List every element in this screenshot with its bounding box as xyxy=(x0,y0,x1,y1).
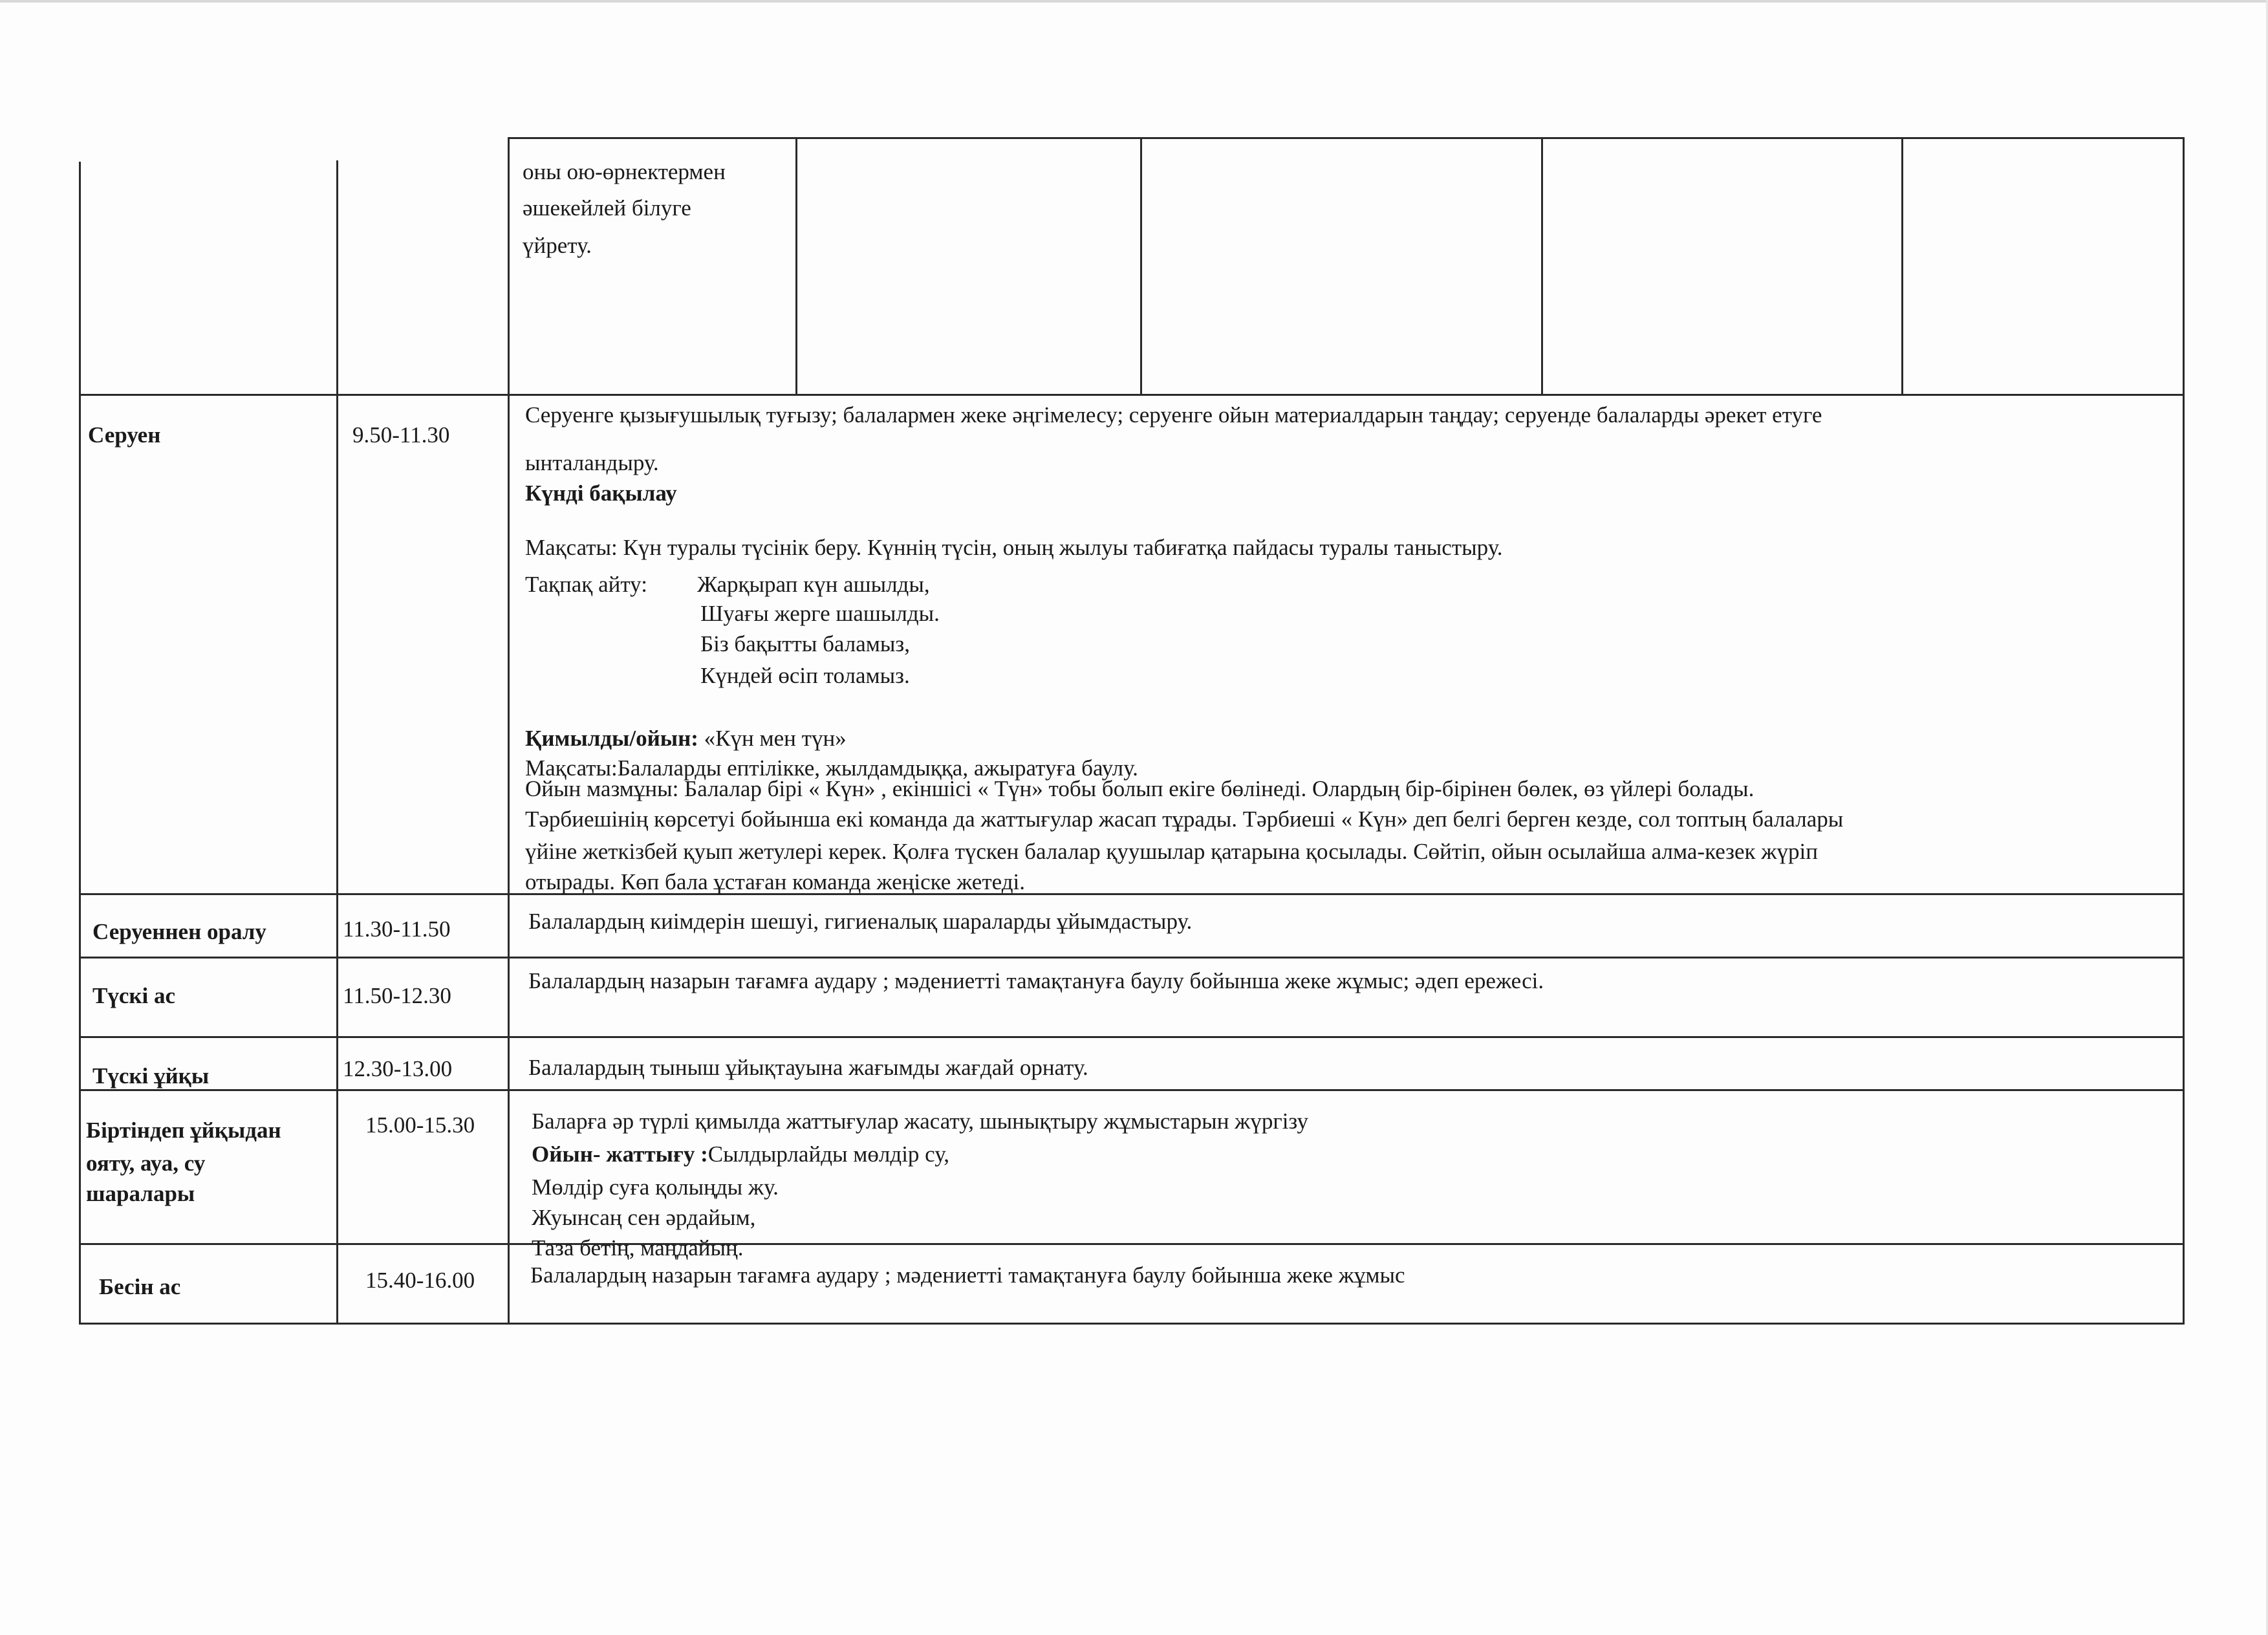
continuation-line-2: әшекейлей білуге xyxy=(523,195,691,221)
row-divider-wake xyxy=(79,1089,2185,1091)
row-label-seruen: Серуен xyxy=(88,422,161,448)
row-divider-lunch xyxy=(79,957,2185,958)
row-text-nap: Балалардың тыныш ұйықтауына жағымды жағдай орнату. xyxy=(528,1055,1088,1080)
row-label-wake-1: Біртіндеп ұйқыдан xyxy=(86,1118,281,1143)
row-text-wake-1: Баларға әр түрлі қимылда жаттығулар жасату, шынықтыру жұмыстарын жүргізу xyxy=(532,1109,1309,1134)
seruen-takpak-label: Тақпақ айту: xyxy=(525,572,647,597)
row-label-lunch: Түскі ас xyxy=(92,983,176,1008)
seruen-game-heading xyxy=(525,723,847,754)
col-divider-content xyxy=(508,137,510,1325)
col-divider-4 xyxy=(1140,137,1142,396)
seruen-game-name: «Күн мен түн» xyxy=(698,726,847,751)
row-divider-snack xyxy=(79,1243,2185,1245)
row-time-wake: 15.00-15.30 xyxy=(365,1112,475,1138)
seruen-game-content-1: Ойын мазмұны: Балалар бірі « Күн» , екіншісі « Түн» тобы болып екіге бөлінеді. Олардың бір-бірінен бөлек, өз үйлері болады. xyxy=(525,776,1755,801)
seruen-poem-line-1: Жарқырап күн ашылды, xyxy=(697,572,930,597)
row-text-return: Балалардың киімдерін шешуі, гигиеналық шараларды ұйымдастыру. xyxy=(528,909,1193,934)
row-label-wake-3: шаралары xyxy=(86,1181,195,1206)
continuation-line-1: оны ою-өрнектермен xyxy=(523,159,726,184)
row-time-return: 11.30-11.50 xyxy=(343,916,451,942)
seruen-poem-line-3: Біз бақытты баламыз, xyxy=(700,631,911,656)
seruen-game-goal: Мақсаты:Балаларды ептілікке, жылдамдыққа, ажыратуға баулу. xyxy=(525,755,1138,781)
row-time-lunch: 11.50-12.30 xyxy=(343,983,451,1008)
row-label-return: Серуеннен оралу xyxy=(92,919,266,944)
wake-poem-line-1: Мөлдір суға қолыңды жу. xyxy=(532,1175,779,1200)
seruen-poem-line-2: Шуағы жерге шашылды. xyxy=(700,601,940,626)
col-divider-6 xyxy=(1901,137,1903,396)
col-divider-time xyxy=(336,160,338,1325)
row-time-seruen: 9.50-11.30 xyxy=(352,422,450,448)
scan-edge-top xyxy=(0,0,2268,3)
seruen-game-title: Қимылды/ойын: xyxy=(525,726,698,751)
row-text-snack: Балалардың назарын тағамға аудару ; мәдениетті тамақтануға баулу бойынша жеке жұмыс xyxy=(530,1262,1405,1288)
row-divider-seruen xyxy=(79,394,2185,396)
continuation-line-3: үйрету. xyxy=(523,233,592,258)
wake-game-text: Сылдырлайды мөлдір су, xyxy=(707,1142,949,1167)
seruen-game-content-4: отырады. Көп бала ұстаған команда жеңіске жетеді. xyxy=(525,869,1025,894)
table-top-border xyxy=(508,137,2185,139)
seruen-game-content-3: үйіне жеткізбей қуып жетулері керек. Қолға түскен балалар қуушылар қатарына қосылады. Сөйтіп, ойын осылайша алма-кезек жүріп xyxy=(525,839,1818,864)
wake-poem-line-2: Жуынсаң сен әрдайым, xyxy=(532,1205,756,1230)
row-divider-nap xyxy=(79,1036,2185,1038)
col-divider-3 xyxy=(795,137,797,396)
row-label-snack: Бесін ас xyxy=(99,1274,181,1299)
seruen-intro-2: ынталандыру. xyxy=(525,450,659,475)
seruen-game-content-2: Тәрбиешінің көрсетуі бойынша екі команда да жаттығулар жасап тұрады. Тәрбиеші « Күн» деп белгі берген кезде, сол топтың балалары xyxy=(525,807,1844,832)
row-label-wake-2: ояту, ауа, су xyxy=(86,1151,206,1176)
row-divider-return xyxy=(79,893,2185,895)
col-divider-5 xyxy=(1541,137,1543,396)
seruen-observe-title: Күнді бақылау xyxy=(525,481,677,506)
row-label-nap: Түскі ұйқы xyxy=(92,1063,210,1088)
table-right-border xyxy=(2183,137,2185,1325)
row-time-nap: 12.30-13.00 xyxy=(343,1056,453,1081)
wake-game-title: Ойын- жаттығу : xyxy=(532,1142,708,1167)
wake-game-line xyxy=(532,1139,949,1170)
seruen-poem-line-4: Күндей өсіп толамыз. xyxy=(700,663,910,688)
table-left-border xyxy=(79,162,81,1325)
wake-poem-line-3: Таза бетің, маңдайың. xyxy=(532,1235,744,1261)
seruen-intro-1: Серуенге қызығушылық туғызу; балалармен жеке әңгімелесу; серуенге ойын материалдарын таңдау; серуенде балаларды әрекет етуге xyxy=(525,402,1822,428)
row-text-lunch: Балалардың назарын тағамға аудару ; мәдениетті тамақтануға баулу бойынша жеке жұмыс; әдеп ережесі. xyxy=(528,968,1544,993)
seruen-goal: Мақсаты: Күн туралы түсінік беру. Күннің түсін, оның жылуы табиғатқа пайдасы туралы таныстыру. xyxy=(525,535,1503,560)
table-bottom-border xyxy=(79,1323,2185,1325)
row-time-snack: 15.40-16.00 xyxy=(365,1268,475,1293)
